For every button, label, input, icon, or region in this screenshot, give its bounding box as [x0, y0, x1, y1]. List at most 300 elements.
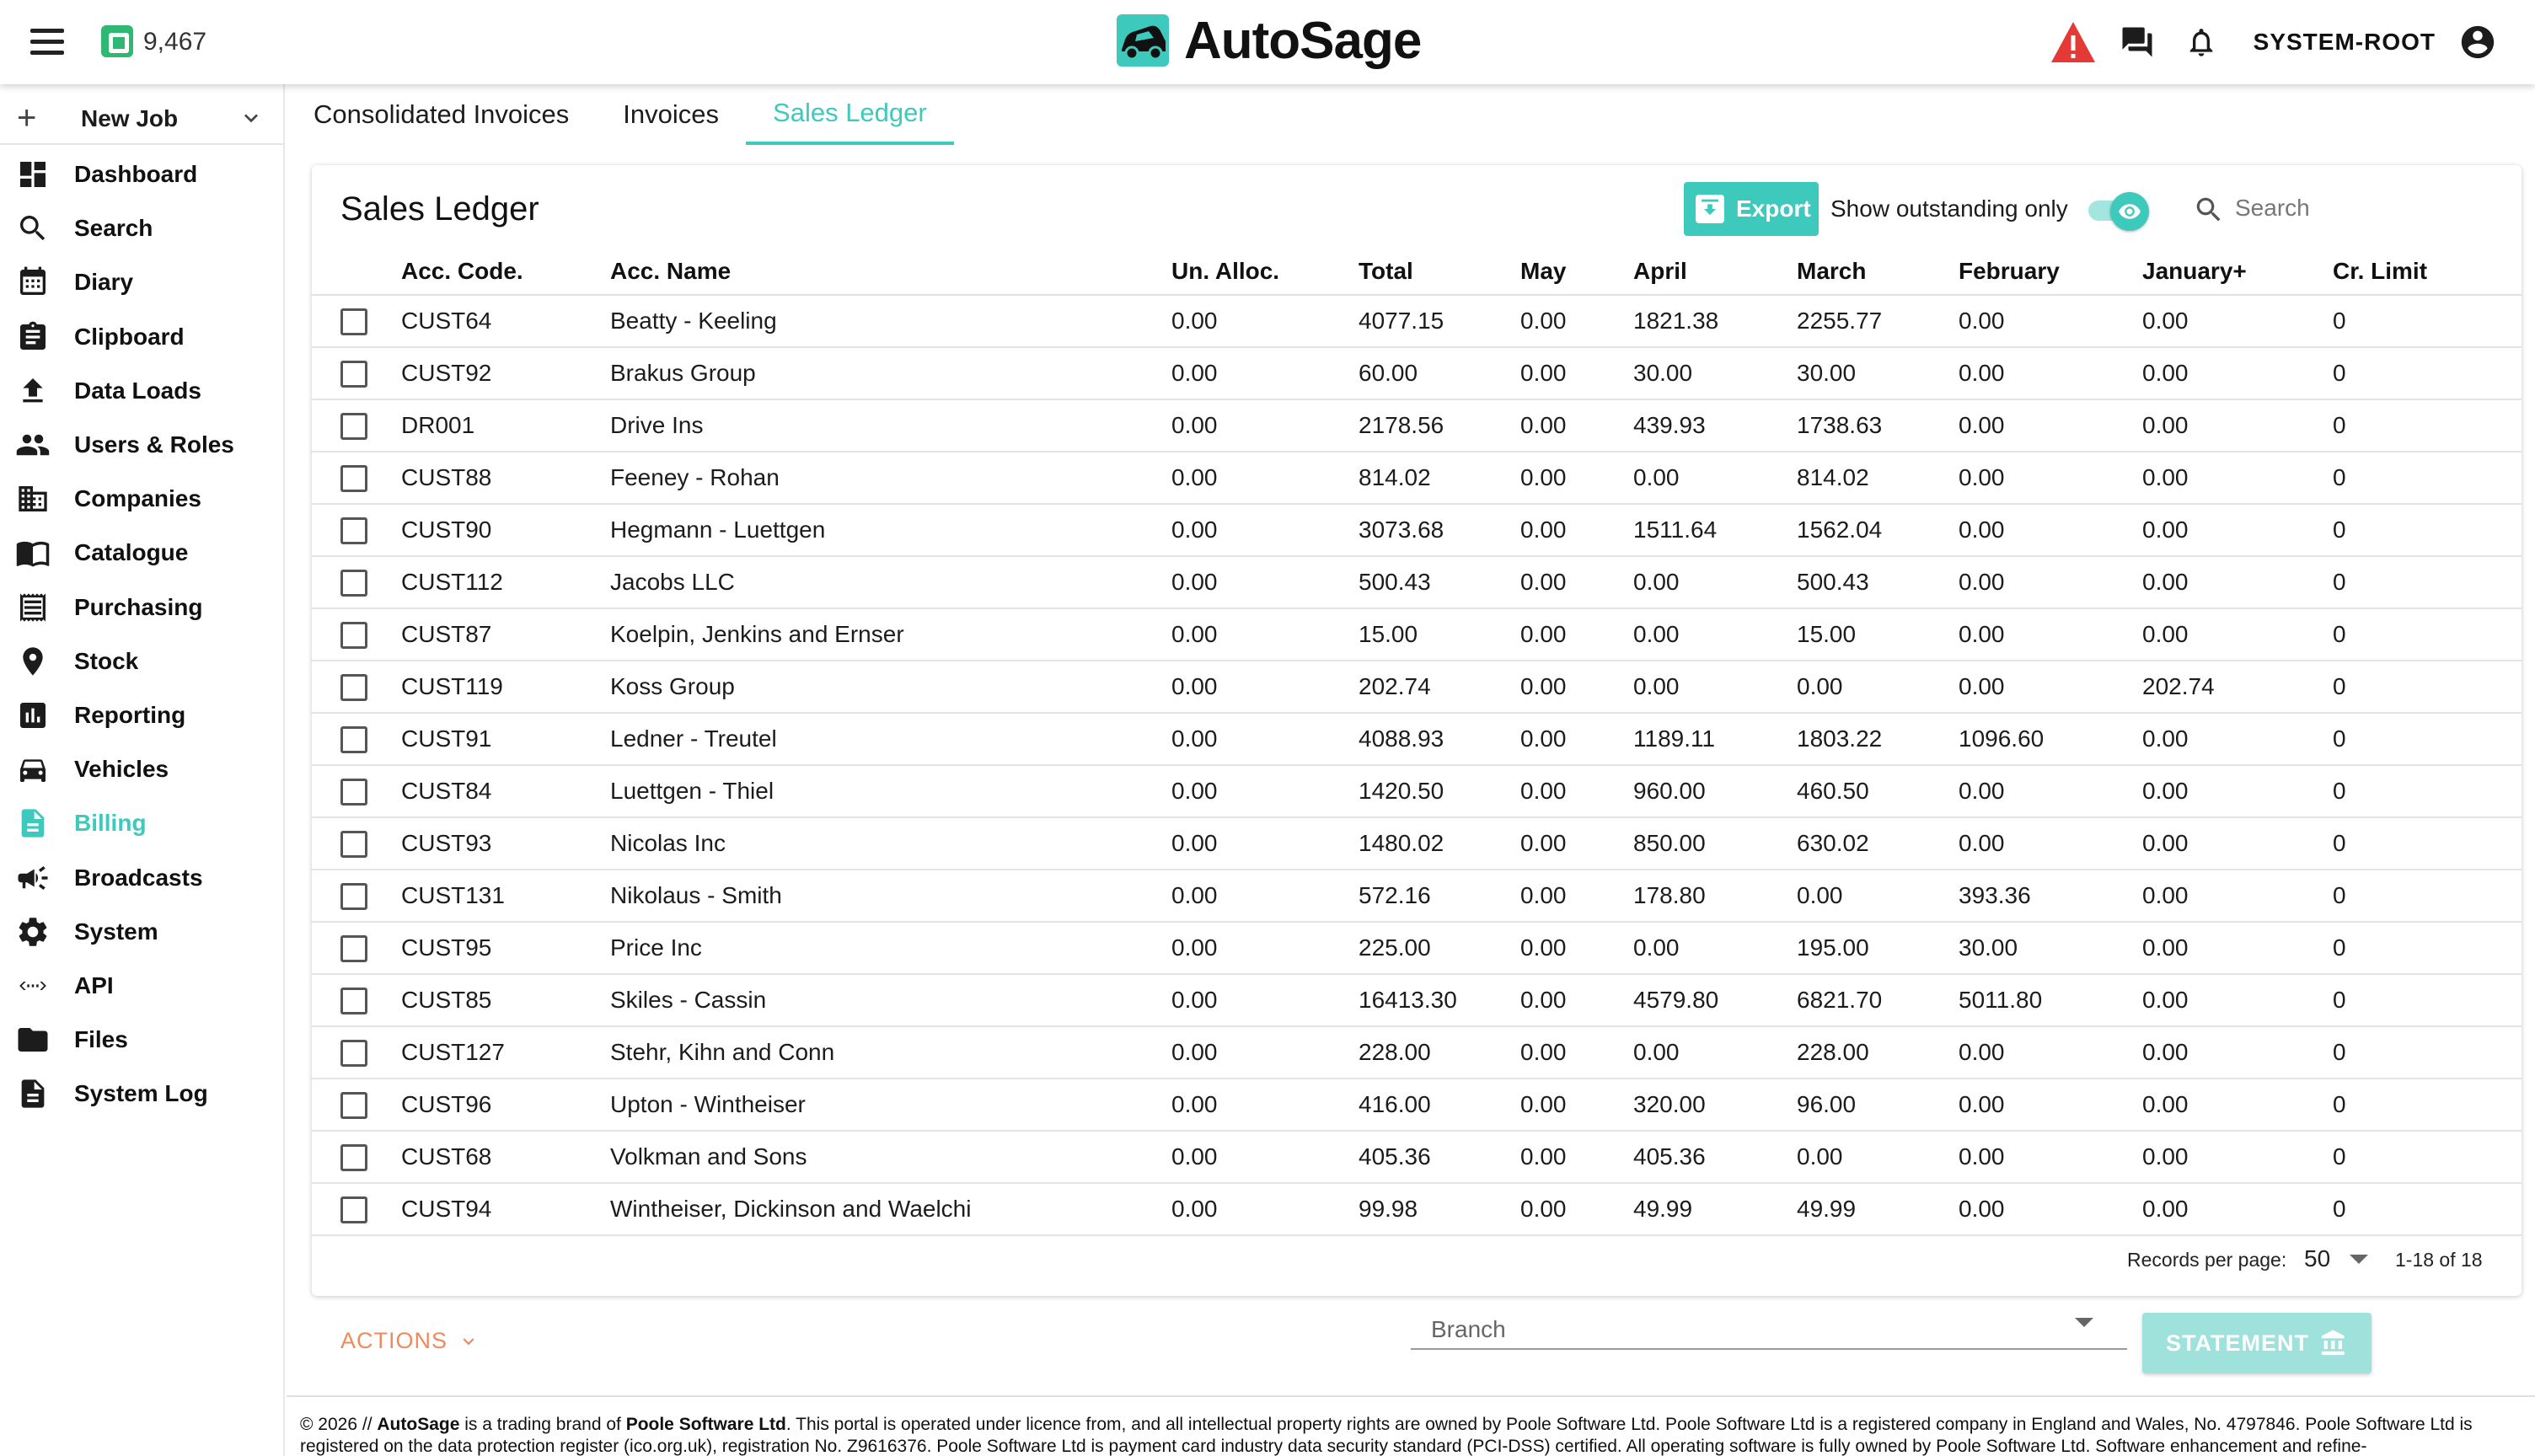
table-cell: Upton - Wintheiser — [610, 1079, 1171, 1131]
table-cell: 1420.50 — [1359, 765, 1520, 817]
table-row[interactable] — [312, 295, 2522, 347]
table-cell: 460.50 — [1797, 765, 1959, 817]
table-body — [312, 295, 2522, 1235]
export-label: Export — [1736, 195, 1811, 222]
footer-company: Poole Software Ltd — [625, 1415, 786, 1434]
page-title: Sales Ledger — [340, 190, 539, 228]
gear-icon — [15, 914, 51, 950]
sales-ledger-table — [312, 248, 2522, 1236]
table-cell: 0.00 — [1520, 817, 1633, 870]
table-cell: 0.00 — [1959, 295, 2142, 347]
table-cell: 0.00 — [1520, 1131, 1633, 1183]
table-cell: 0.00 — [1171, 713, 1359, 765]
table-cell: 0.00 — [1520, 556, 1633, 608]
table-cell: 405.36 — [1359, 1131, 1520, 1183]
megaphone-icon — [15, 860, 51, 896]
table-cell: Volkman and Sons — [610, 1131, 1171, 1183]
document-icon — [15, 1076, 51, 1111]
tab-consolidated-invoices[interactable]: Consolidated Invoices — [314, 99, 570, 129]
new-job-label: New Job — [81, 105, 179, 131]
sidebar-item-label: Dashboard — [74, 161, 198, 188]
sidebar-item-system-log[interactable] — [0, 1067, 285, 1121]
row-checkbox[interactable] — [340, 674, 367, 701]
table-cell: CUST95 — [401, 922, 610, 974]
row-select-cell — [312, 452, 401, 504]
table-cell: 1096.60 — [1959, 713, 2142, 765]
row-select-cell — [312, 504, 401, 556]
table-cell: 0.00 — [1520, 870, 1633, 922]
sidebar-item-clipboard[interactable] — [0, 310, 285, 364]
table-cell: 0.00 — [1171, 295, 1359, 347]
table-cell: 0.00 — [1633, 452, 1797, 504]
column-header[interactable]: Acc. Name — [610, 248, 1171, 295]
outstanding-toggle[interactable] — [2082, 190, 2152, 231]
chevron-down-icon — [238, 104, 265, 131]
row-select-cell — [312, 661, 401, 713]
table-cell: 0.00 — [2142, 713, 2333, 765]
sidebar-item-label: System — [74, 918, 158, 945]
receipt-icon — [15, 590, 51, 625]
table-cell: 0.00 — [1959, 817, 2142, 870]
actions-menu-button[interactable] — [340, 1328, 480, 1354]
search-field[interactable] — [2184, 184, 2496, 233]
table-cell: 0.00 — [1171, 1079, 1359, 1131]
table-cell: 0.00 — [1959, 347, 2142, 399]
eye-icon — [2110, 192, 2149, 231]
table-cell: 0.00 — [1959, 1131, 2142, 1183]
table-cell: Hegmann - Luettgen — [610, 504, 1171, 556]
table-cell: 1189.11 — [1633, 713, 1797, 765]
bank-icon — [2319, 1329, 2348, 1357]
table-cell: 60.00 — [1359, 347, 1520, 399]
table-cell: 6821.70 — [1797, 974, 1959, 1026]
sidebar-item-label: Reporting — [74, 701, 186, 728]
table-cell: 0.00 — [1171, 870, 1359, 922]
row-checkbox[interactable] — [340, 988, 367, 1014]
table-cell: 0.00 — [2142, 1026, 2333, 1079]
table-row[interactable] — [312, 817, 2522, 870]
table-cell: 814.02 — [1797, 452, 1959, 504]
sidebar-item-label: Users & Roles — [74, 431, 234, 458]
table-cell: 0 — [2333, 661, 2522, 713]
new-job-button[interactable] — [0, 91, 285, 145]
sidebar-item-broadcasts[interactable] — [0, 850, 285, 904]
dropdown-arrow-icon — [2075, 1318, 2093, 1328]
table-cell: 0.00 — [1171, 1026, 1359, 1079]
table-row[interactable] — [312, 347, 2522, 399]
table-cell: 49.99 — [1633, 1183, 1797, 1235]
sales-ledger-card — [312, 165, 2522, 1296]
row-checkbox[interactable] — [340, 935, 367, 962]
table-cell: 0 — [2333, 1131, 2522, 1183]
branch-select[interactable] — [1411, 1309, 2127, 1350]
table-cell: 0.00 — [1959, 661, 2142, 713]
table-cell: CUST127 — [401, 1026, 610, 1079]
row-checkbox[interactable] — [340, 1092, 367, 1119]
sidebar-item-label: Broadcasts — [74, 864, 203, 891]
table-cell: Jacobs LLC — [610, 556, 1171, 608]
header-select — [312, 248, 401, 295]
table-row[interactable] — [312, 399, 2522, 452]
table-cell: 0.00 — [1520, 661, 1633, 713]
table-cell: 0.00 — [1959, 399, 2142, 452]
table-cell: 228.00 — [1359, 1026, 1520, 1079]
sidebar-item-dashboard[interactable] — [0, 147, 285, 201]
column-header[interactable]: February — [1959, 248, 2142, 295]
billing-tabs — [287, 84, 954, 148]
table-cell: 0.00 — [1520, 347, 1633, 399]
footer-year: © 2026 // — [300, 1415, 378, 1434]
footer-legal-text — [300, 1414, 2525, 1456]
table-cell: 4077.15 — [1359, 295, 1520, 347]
table-cell: 0.00 — [2142, 295, 2333, 347]
row-select-cell — [312, 922, 401, 974]
column-header[interactable]: Total — [1359, 248, 1520, 295]
table-cell: 0.00 — [1171, 452, 1359, 504]
chat-icon[interactable] — [2114, 19, 2161, 66]
menu-icon[interactable] — [30, 29, 64, 56]
table-cell: 0.00 — [1633, 556, 1797, 608]
table-cell: 0.00 — [1171, 504, 1359, 556]
table-row[interactable] — [312, 1079, 2522, 1131]
records-per-page-select[interactable]: 50 — [2304, 1245, 2331, 1271]
table-row[interactable] — [312, 1026, 2522, 1079]
table-cell: 0.00 — [1171, 1131, 1359, 1183]
row-checkbox[interactable] — [340, 1196, 367, 1223]
table-cell: CUST96 — [401, 1079, 610, 1131]
sidebar-item-label: Stock — [74, 647, 139, 674]
statement-button[interactable] — [2142, 1313, 2372, 1373]
warning-icon[interactable] — [2050, 19, 2097, 66]
table-row[interactable] — [312, 504, 2522, 556]
row-select-cell — [312, 295, 401, 347]
people-icon — [15, 427, 51, 463]
export-button[interactable] — [1684, 182, 1819, 236]
sidebar-item-label: Billing — [74, 810, 147, 837]
sidebar-item-companies[interactable] — [0, 472, 285, 526]
table-row[interactable] — [312, 1131, 2522, 1183]
table-cell: 0.00 — [2142, 1079, 2333, 1131]
row-checkbox[interactable] — [340, 570, 367, 597]
sidebar-item-label: Vehicles — [74, 756, 169, 783]
table-cell: 572.16 — [1359, 870, 1520, 922]
billing-icon — [15, 806, 51, 841]
sidebar-item-diary[interactable] — [0, 255, 285, 309]
table-cell: 0 — [2333, 922, 2522, 974]
table-cell: DR001 — [401, 399, 610, 452]
table-cell: 178.80 — [1633, 870, 1797, 922]
table-cell: 630.02 — [1797, 817, 1959, 870]
tab-invoices[interactable]: Invoices — [623, 99, 720, 129]
table-row[interactable] — [312, 608, 2522, 661]
row-checkbox[interactable] — [340, 413, 367, 440]
row-select-cell — [312, 974, 401, 1026]
table-cell: 405.36 — [1633, 1131, 1797, 1183]
table-cell: 0.00 — [1520, 974, 1633, 1026]
table-cell: 0.00 — [2142, 1131, 2333, 1183]
table-cell: 195.00 — [1797, 922, 1959, 974]
table-cell: 225.00 — [1359, 922, 1520, 974]
sidebar-item-search[interactable] — [0, 201, 285, 255]
sidebar-item-purchasing[interactable] — [0, 581, 285, 634]
table-cell: 0.00 — [1633, 608, 1797, 661]
table-cell: 0.00 — [1959, 1079, 2142, 1131]
table-cell: Drive Ins — [610, 399, 1171, 452]
table-cell: 0 — [2333, 974, 2522, 1026]
table-cell: 0.00 — [1520, 608, 1633, 661]
table-cell: 0.00 — [2142, 608, 2333, 661]
footer-divider — [287, 1395, 2535, 1397]
table-cell: 0.00 — [1171, 661, 1359, 713]
table-cell: 0.00 — [1797, 661, 1959, 713]
top-bar — [0, 0, 2535, 84]
table-row[interactable] — [312, 452, 2522, 504]
search-icon — [15, 211, 51, 246]
table-cell: 15.00 — [1797, 608, 1959, 661]
row-checkbox[interactable] — [340, 726, 367, 753]
sidebar-item-billing[interactable] — [0, 796, 285, 850]
table-cell: CUST68 — [401, 1131, 610, 1183]
sidebar-item-label: Data Loads — [74, 377, 201, 404]
column-header[interactable]: Acc. Code. — [401, 248, 610, 295]
sidebar-item-vehicles[interactable] — [0, 742, 285, 796]
table-cell: 850.00 — [1633, 817, 1797, 870]
table-cell: 1562.04 — [1797, 504, 1959, 556]
logo-car-icon — [1117, 14, 1169, 67]
table-cell: 814.02 — [1359, 452, 1520, 504]
sidebar-item-stock[interactable] — [0, 634, 285, 688]
row-checkbox[interactable] — [340, 1144, 367, 1171]
row-select-cell — [312, 765, 401, 817]
table-cell: 0.00 — [1520, 1026, 1633, 1079]
table-row[interactable] — [312, 661, 2522, 713]
row-checkbox[interactable] — [340, 517, 367, 544]
sidebar-item-label: Search — [74, 215, 153, 242]
table-cell: 0.00 — [1633, 922, 1797, 974]
sidebar-item-data-loads[interactable] — [0, 364, 285, 418]
table-cell: 0.00 — [1633, 661, 1797, 713]
table-header-row — [312, 248, 2522, 295]
sidebar-item-label: Purchasing — [74, 593, 203, 620]
sidebar-item-api[interactable] — [0, 959, 285, 1013]
bell-icon[interactable] — [2178, 19, 2225, 66]
sidebar-item-label: Catalogue — [74, 539, 189, 566]
table-cell: 0 — [2333, 817, 2522, 870]
table-cell: 228.00 — [1797, 1026, 1959, 1079]
table-cell: 2255.77 — [1797, 295, 1959, 347]
table-cell: 439.93 — [1633, 399, 1797, 452]
table-cell: CUST85 — [401, 974, 610, 1026]
table-cell: CUST92 — [401, 347, 610, 399]
table-cell: 960.00 — [1633, 765, 1797, 817]
sidebar-nav — [0, 147, 285, 1121]
table-cell: Price Inc — [610, 922, 1171, 974]
folder-icon — [15, 1022, 51, 1057]
table-cell: 0.00 — [1171, 399, 1359, 452]
table-cell: 0.00 — [1520, 399, 1633, 452]
row-checkbox[interactable] — [340, 361, 367, 388]
statement-label: STATEMENT — [2166, 1330, 2309, 1356]
table-cell: Wintheiser, Dickinson and Waelchi — [610, 1183, 1171, 1235]
row-checkbox[interactable] — [340, 1040, 367, 1067]
table-cell: 0.00 — [2142, 974, 2333, 1026]
table-row[interactable] — [312, 870, 2522, 922]
code-icon — [15, 968, 51, 1004]
table-cell: 0.00 — [1520, 452, 1633, 504]
column-header[interactable]: May — [1520, 248, 1633, 295]
table-cell: Koelpin, Jenkins and Ernser — [610, 608, 1171, 661]
row-checkbox[interactable] — [340, 308, 367, 335]
table-cell: CUST88 — [401, 452, 610, 504]
table-cell: 0.00 — [1171, 556, 1359, 608]
table-cell: 320.00 — [1633, 1079, 1797, 1131]
table-cell: 0.00 — [1959, 504, 2142, 556]
sidebar-item-label: API — [74, 972, 114, 998]
table-cell: CUST93 — [401, 817, 610, 870]
pagination — [312, 1234, 2522, 1284]
table-cell: 500.43 — [1359, 556, 1520, 608]
table-cell: 0.00 — [2142, 870, 2333, 922]
table-cell: 416.00 — [1359, 1079, 1520, 1131]
table-cell: 0 — [2333, 765, 2522, 817]
sidebar-item-label: System Log — [74, 1080, 208, 1107]
sidebar-item-label: Diary — [74, 269, 134, 296]
table-cell: 0.00 — [2142, 556, 2333, 608]
outstanding-label: Show outstanding only — [1830, 195, 2068, 222]
table-cell: 0 — [2333, 556, 2522, 608]
table-cell: 0.00 — [1633, 1026, 1797, 1079]
table-cell: Beatty - Keeling — [610, 295, 1171, 347]
table-cell: 0.00 — [2142, 922, 2333, 974]
table-cell: 0.00 — [1520, 504, 1633, 556]
table-cell: CUST90 — [401, 504, 610, 556]
table-cell: 0.00 — [1171, 922, 1359, 974]
credit-balance: 9,467 — [143, 28, 207, 56]
table-row[interactable] — [312, 713, 2522, 765]
row-select-cell — [312, 399, 401, 452]
footer-text-1: is a trading brand of — [459, 1415, 626, 1434]
table-cell: 15.00 — [1359, 608, 1520, 661]
column-header[interactable]: March — [1797, 248, 1959, 295]
table-cell: 393.36 — [1959, 870, 2142, 922]
row-select-cell — [312, 1131, 401, 1183]
table-cell: 0.00 — [1171, 974, 1359, 1026]
table-cell: 202.74 — [1359, 661, 1520, 713]
table-cell: 0.00 — [1171, 608, 1359, 661]
row-checkbox[interactable] — [340, 779, 367, 806]
table-row[interactable] — [312, 556, 2522, 608]
table-cell: 0 — [2333, 452, 2522, 504]
table-cell: 30.00 — [1797, 347, 1959, 399]
table-cell: Feeney - Rohan — [610, 452, 1171, 504]
sidebar-item-label: Clipboard — [74, 323, 185, 350]
table-row[interactable] — [312, 922, 2522, 974]
building-icon — [15, 481, 51, 517]
table-cell: 0.00 — [1959, 556, 2142, 608]
tab-sales-ledger[interactable]: Sales Ledger — [746, 84, 954, 145]
table-cell: 0.00 — [1959, 452, 2142, 504]
table-row[interactable] — [312, 765, 2522, 817]
app-logo[interactable] — [1117, 5, 1421, 76]
table-cell: 0.00 — [1520, 1079, 1633, 1131]
row-select-cell — [312, 713, 401, 765]
table-cell: 0.00 — [1171, 347, 1359, 399]
page-range: 1-18 of 18 — [2395, 1249, 2483, 1271]
sidebar-item-catalogue[interactable] — [0, 526, 285, 580]
table-cell: 0.00 — [2142, 765, 2333, 817]
row-checkbox[interactable] — [340, 831, 367, 858]
table-cell: Nikolaus - Smith — [610, 870, 1171, 922]
table-cell: 5011.80 — [1959, 974, 2142, 1026]
table-cell: 0 — [2333, 870, 2522, 922]
table-cell: Brakus Group — [610, 347, 1171, 399]
table-cell: CUST112 — [401, 556, 610, 608]
row-select-cell — [312, 347, 401, 399]
book-icon — [15, 535, 51, 570]
sidebar-item-reporting[interactable] — [0, 688, 285, 742]
clipboard-icon — [15, 319, 51, 355]
search-icon — [2193, 194, 2225, 226]
table-cell: 0.00 — [1959, 608, 2142, 661]
row-checkbox[interactable] — [340, 883, 367, 910]
row-select-cell — [312, 608, 401, 661]
table-cell: 0 — [2333, 608, 2522, 661]
table-cell: 1803.22 — [1797, 713, 1959, 765]
table-row[interactable] — [312, 974, 2522, 1026]
user-name[interactable]: SYSTEM-ROOT — [2253, 29, 2436, 55]
account-icon[interactable] — [2454, 19, 2501, 66]
table-cell: CUST64 — [401, 295, 610, 347]
table-cell: CUST87 — [401, 608, 610, 661]
table-cell: Stehr, Kihn and Conn — [610, 1026, 1171, 1079]
table-cell: 0.00 — [1520, 922, 1633, 974]
table-cell: 49.99 — [1797, 1183, 1959, 1235]
column-header[interactable]: January+ — [2142, 248, 2333, 295]
table-cell: Nicolas Inc — [610, 817, 1171, 870]
table-cell: CUST94 — [401, 1183, 610, 1235]
row-checkbox[interactable] — [340, 622, 367, 649]
column-header[interactable]: Cr. Limit — [2333, 248, 2522, 295]
logo-text: AutoSage — [1184, 11, 1422, 70]
footer-text-2: . This portal is operated under licence from, and all intellectual property rights are owned by Poole Software Ltd. Poole Software Ltd is a registered company in England and Wales, No. 4797846. Poole Software Ltd is registered on the data protection register (ico.org.uk), registration No. Z9616376. Poole Software Ltd is payment card industry data security standard (PCI-DSS) certified. All operating software is fully owned by Poole Software Ltd. Software enhancement and refine- — [300, 1415, 2473, 1456]
table-cell: 30.00 — [1633, 347, 1797, 399]
branch-label: Branch — [1431, 1316, 1506, 1342]
column-header[interactable]: April — [1633, 248, 1797, 295]
sidebar-item-files[interactable] — [0, 1013, 285, 1067]
dropdown-arrow-icon[interactable] — [2350, 1255, 2368, 1265]
table-cell: 0 — [2333, 1026, 2522, 1079]
table-cell: 0.00 — [1520, 713, 1633, 765]
sidebar-item-system[interactable] — [0, 905, 285, 959]
table-cell: 0 — [2333, 713, 2522, 765]
table-cell: 0.00 — [2142, 504, 2333, 556]
row-select-cell — [312, 817, 401, 870]
credit-icon — [101, 25, 133, 57]
search-input[interactable] — [2235, 189, 2488, 228]
table-cell: Ledner - Treutel — [610, 713, 1171, 765]
sidebar-item-label: Companies — [74, 485, 201, 512]
sidebar-item-users-roles[interactable] — [0, 418, 285, 472]
table-cell: 0.00 — [1797, 870, 1959, 922]
table-row[interactable] — [312, 1183, 2522, 1235]
upload-icon — [15, 373, 51, 409]
row-checkbox[interactable] — [340, 465, 367, 492]
footer-brand: AutoSage — [377, 1415, 460, 1434]
table-cell: Luettgen - Thiel — [610, 765, 1171, 817]
table-cell: 1821.38 — [1633, 295, 1797, 347]
table-cell: 500.43 — [1797, 556, 1959, 608]
column-header[interactable]: Un. Alloc. — [1171, 248, 1359, 295]
